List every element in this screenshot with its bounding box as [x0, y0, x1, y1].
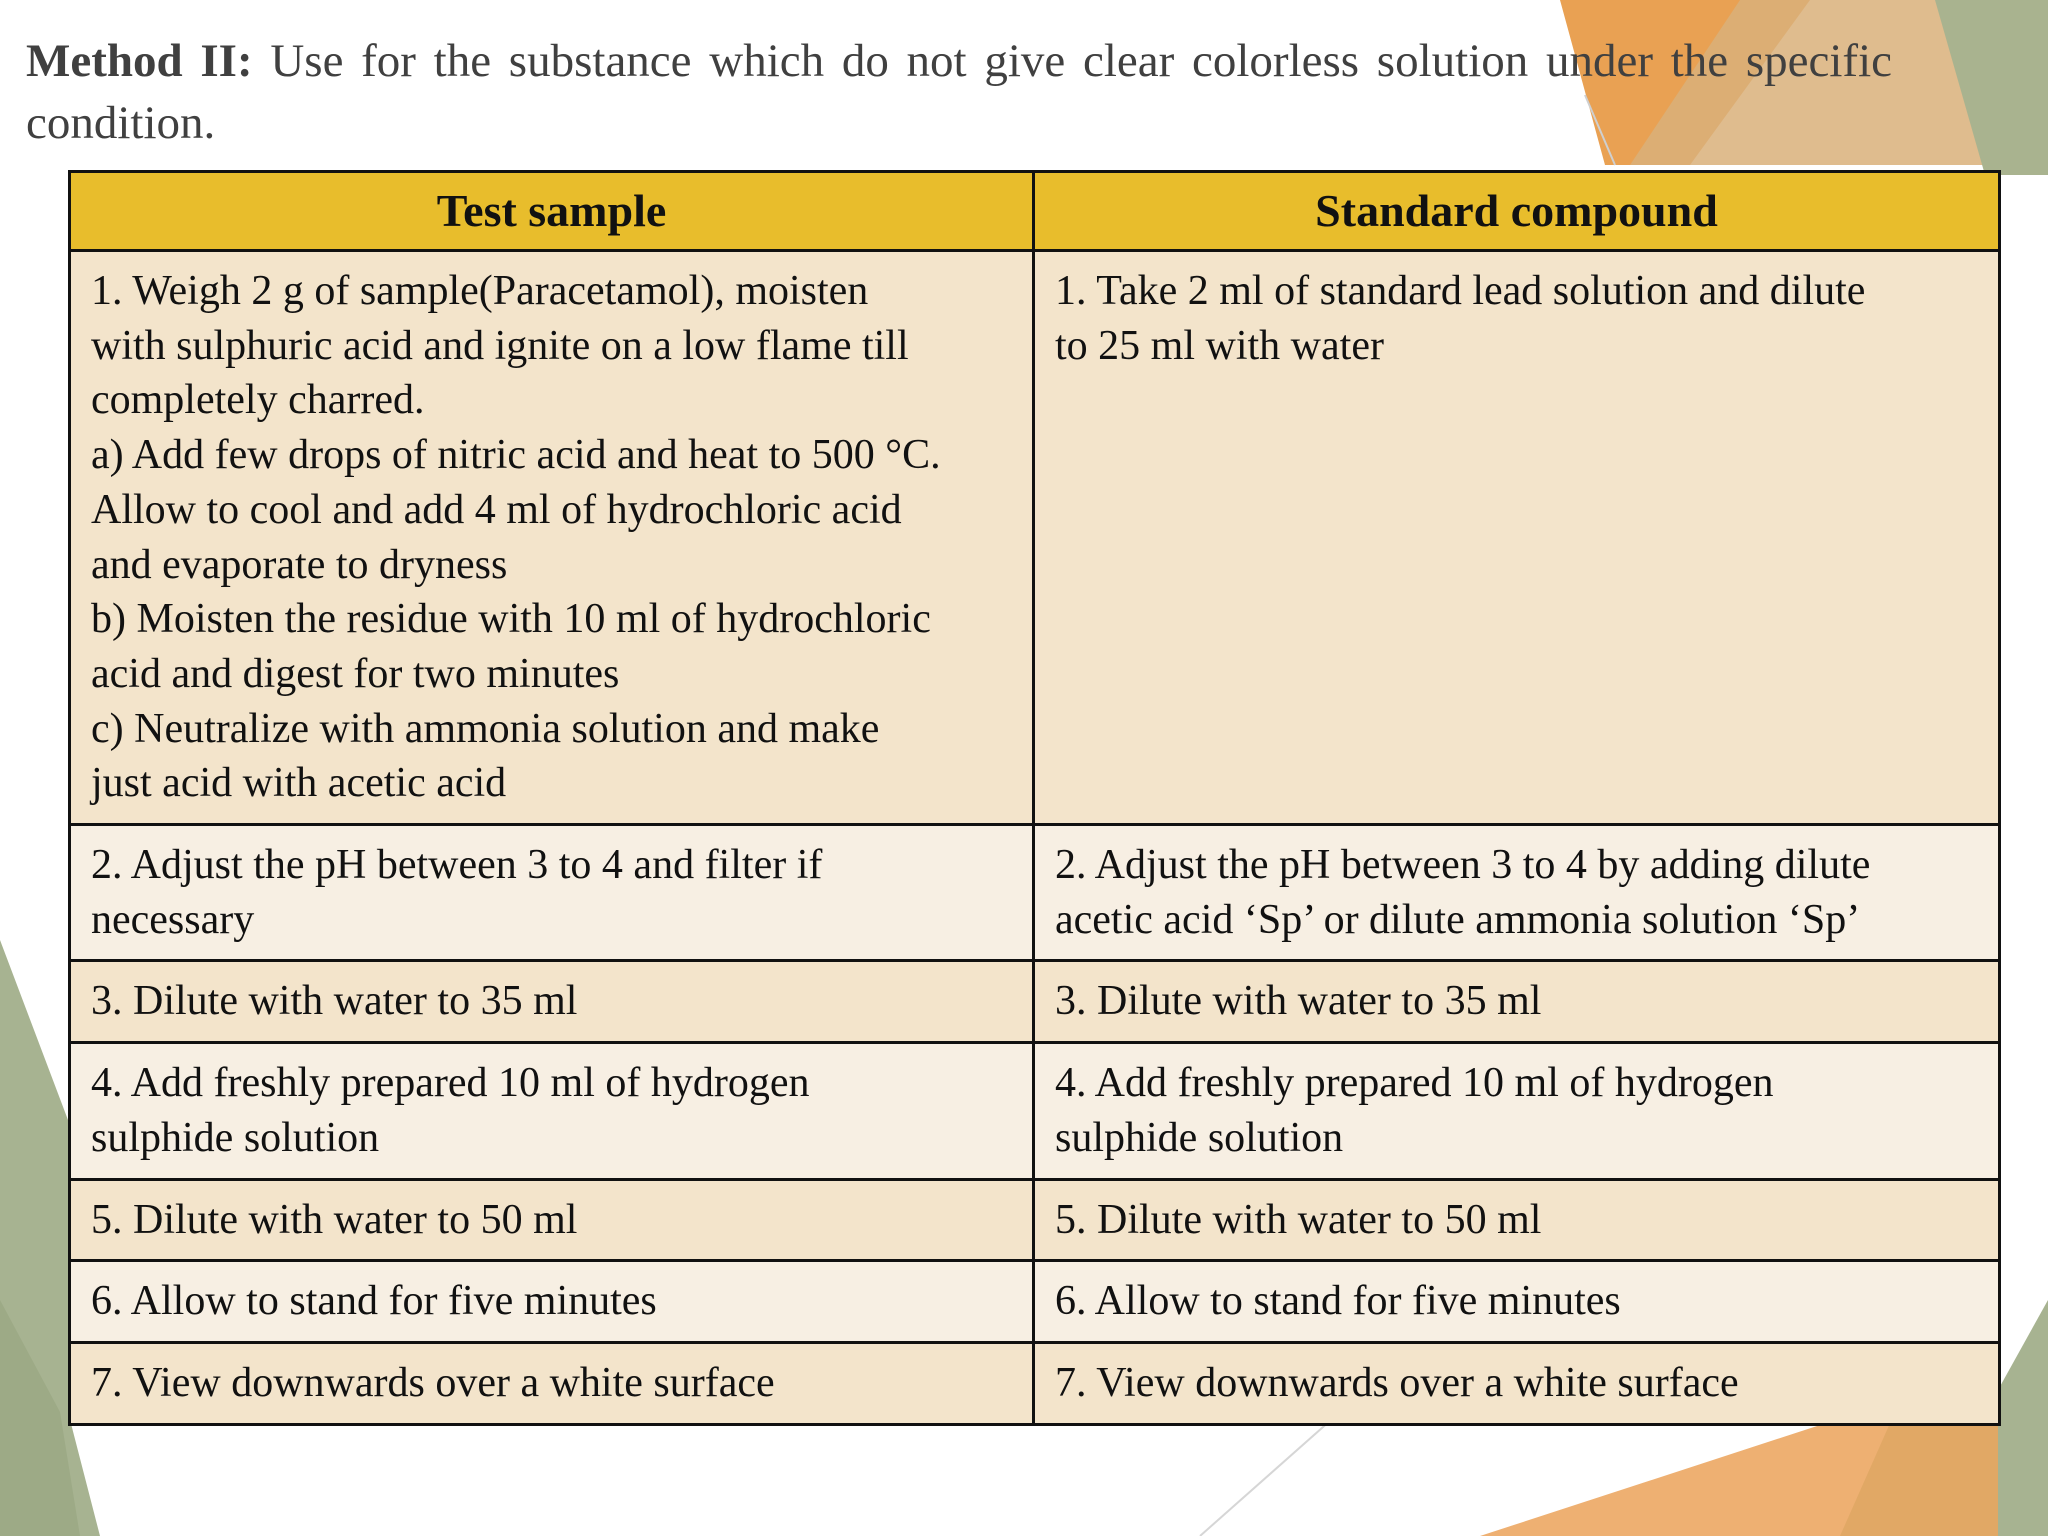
- cell-line: acid and digest for two minutes: [91, 650, 620, 697]
- cell-line: to 25 ml with water: [1055, 322, 1384, 369]
- header-standard-compound: Standard compound: [1034, 172, 2000, 251]
- cell-line: 5. Dilute with water to 50 ml: [91, 1196, 578, 1243]
- intro-paragraph: [26, 30, 1892, 154]
- cell-line: 5. Dilute with water to 50 ml: [1055, 1196, 1542, 1243]
- cell-line: 2. Adjust the pH between 3 to 4 by adding dilute: [1055, 842, 1871, 889]
- cell-line: 6. Allow to stand for five minutes: [1055, 1278, 1621, 1325]
- standard-compound-cell: [1034, 1261, 2000, 1343]
- cell-line: necessary: [91, 896, 255, 943]
- cell-line: 6. Allow to stand for five minutes: [91, 1278, 657, 1325]
- table-row: [70, 825, 2000, 961]
- cell-line: 7. View downwards over a white surface: [1055, 1359, 1739, 1406]
- test-sample-cell: [70, 1342, 1034, 1424]
- cell-line: with sulphuric acid and ignite on a low flame till: [91, 322, 909, 369]
- table-row: [70, 961, 2000, 1043]
- standard-compound-cell: [1034, 825, 2000, 961]
- comparison-table-container: [68, 170, 1998, 1426]
- decorative-line-bottom: [1200, 1412, 1340, 1536]
- cell-line: 2. Adjust the pH between 3 to 4 and filter if: [91, 842, 823, 889]
- cell-line: completely charred.: [91, 377, 425, 424]
- cell-line: 4. Add freshly prepared 10 ml of hydrogen: [91, 1060, 810, 1107]
- method-label: Method II:: [26, 35, 253, 87]
- cell-line: 1. Take 2 ml of standard lead solution and dilute: [1055, 268, 1866, 314]
- cell-line: b) Moisten the residue with 10 ml of hydrochloric: [91, 596, 931, 643]
- cell-line: c) Neutralize with ammonia solution and make: [91, 705, 880, 752]
- cell-line: 7. View downwards over a white surface: [91, 1359, 775, 1406]
- cell-line: and evaporate to dryness: [91, 541, 508, 588]
- standard-compound-cell: [1034, 251, 2000, 825]
- test-sample-cell: [70, 961, 1034, 1043]
- standard-compound-cell: [1034, 1043, 2000, 1179]
- cell-line: sulphide solution: [1055, 1114, 1344, 1161]
- standard-compound-cell: [1034, 1342, 2000, 1424]
- cell-line: just acid with acetic acid: [91, 760, 507, 807]
- cell-line: sulphide solution: [91, 1114, 380, 1161]
- table-row: [70, 1342, 2000, 1424]
- cell-line: Allow to cool and add 4 ml of hydrochloric acid: [91, 486, 902, 533]
- cell-line: 1. Weigh 2 g of sample(Paracetamol), moisten: [91, 268, 869, 314]
- test-sample-cell: [70, 1043, 1034, 1179]
- table-row: [70, 1179, 2000, 1261]
- cell-line: acetic acid ‘Sp’ or dilute ammonia solution ‘Sp’: [1055, 896, 1861, 943]
- cell-line: 4. Add freshly prepared 10 ml of hydrogen: [1055, 1060, 1774, 1107]
- table-row: [70, 1261, 2000, 1343]
- test-sample-cell: [70, 825, 1034, 961]
- cell-line: 3. Dilute with water to 35 ml: [1055, 978, 1542, 1025]
- header-test-sample: Test sample: [70, 172, 1034, 251]
- method-description: Use for the substance which do not give clear colorless solution under the specific condition.: [26, 35, 1892, 149]
- comparison-table: [68, 170, 2001, 1426]
- table-header-row: [70, 172, 2000, 251]
- standard-compound-cell: [1034, 1179, 2000, 1261]
- table-row: [70, 251, 2000, 825]
- test-sample-cell: [70, 1179, 1034, 1261]
- test-sample-cell: [70, 1261, 1034, 1343]
- cell-line: a) Add few drops of nitric acid and heat to 500 °C.: [91, 432, 941, 479]
- cell-line: 3. Dilute with water to 35 ml: [91, 978, 578, 1025]
- standard-compound-cell: [1034, 961, 2000, 1043]
- test-sample-cell: [70, 251, 1034, 825]
- table-row: [70, 1043, 2000, 1179]
